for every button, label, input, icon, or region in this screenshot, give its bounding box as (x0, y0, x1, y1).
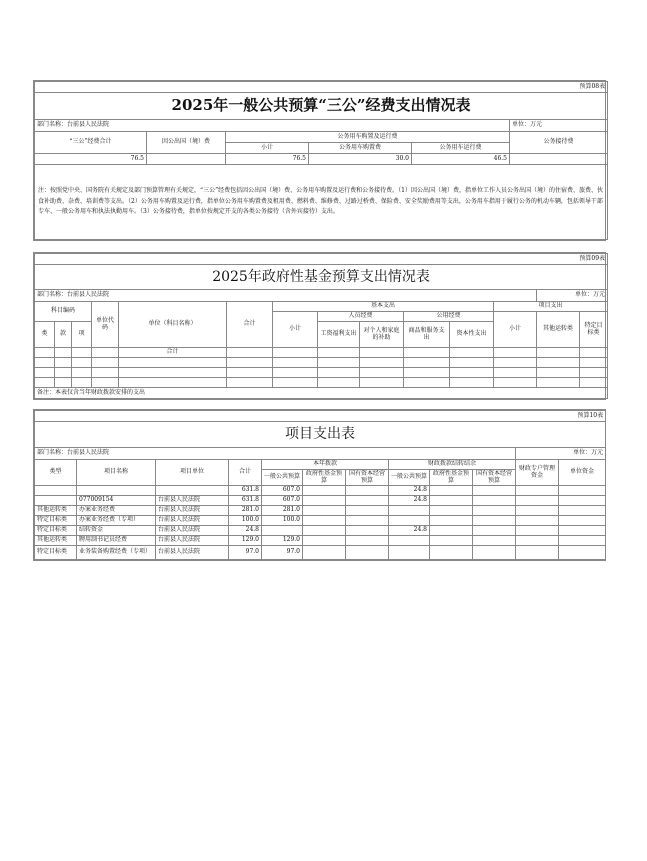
table-cell: 特定目标类 (35, 516, 77, 526)
header-cell: “三公”经费合计 (35, 132, 147, 154)
table-cell (494, 368, 537, 378)
table-cell (559, 516, 606, 526)
table-cell (559, 486, 606, 496)
header-cell: 科目编码 (35, 302, 92, 322)
table-cell (537, 348, 580, 358)
header-cell: 因公出国（境）费 (147, 132, 226, 154)
table-cell: 其他运转类 (35, 506, 77, 516)
table-cell (516, 536, 559, 546)
table-cell (430, 536, 473, 546)
table-cell: 台前县人民法院 (156, 526, 229, 536)
table-cell: 631.8 (229, 496, 262, 506)
header-cell: 公务接待费 (510, 132, 608, 154)
header-cell: 国有资本经营预算 (473, 470, 516, 486)
header-cell: 基本支出 (273, 302, 494, 312)
table-cell (346, 506, 389, 516)
table-cell (346, 496, 389, 506)
table-code: 预算08表 (35, 82, 608, 93)
table-cell (318, 358, 360, 368)
table-cell (580, 368, 608, 378)
table-cell: 台前县人民法院 (156, 516, 229, 526)
header-cell: 项 (72, 322, 92, 348)
table-cell (262, 526, 303, 536)
table-cell (473, 546, 516, 560)
table-cell (559, 496, 606, 506)
header-cell: 特定目标类 (580, 312, 608, 348)
table-row (35, 536, 606, 546)
table-cell (404, 348, 450, 358)
table-cell (473, 536, 516, 546)
header-cell: 财政拨款结转结余 (389, 460, 516, 470)
dept-name: 部门名称：台前县人民法院 (35, 290, 537, 302)
table-note: 注：按照党中央、国务院有关规定及部门预算管理有关规定，“三公”经费包括因公出国（境）费、公务用车购置及运行费和公务接待费。（1）因公出国（境）费，指单位工作人员公务出国（境）的住宿费、旅费、伙食补助费、杂费、培训费等支出。（2）公务用车购置及运行费，指单位公务用车购置费及租用费、燃料费、维修费、过路过桥费、保险费、安全奖励费用等支出，公务用车指用于履行公务的机动车辆，包括领导干部专车、一般公务用车和执法执勤用车。（3）公务接待费，指单位按规定开支的各类公务接待（含外宾接待）支出。 (35, 165, 608, 240)
table-cell (318, 368, 360, 378)
table-row (35, 496, 606, 506)
header-cell: 国有资本经营预算 (346, 470, 389, 486)
table-cell (559, 536, 606, 546)
header-cell: 本年拨款 (262, 460, 389, 470)
table-cell (303, 506, 346, 516)
table-cell (318, 348, 360, 358)
table-cell: 24.8 (229, 526, 262, 536)
table-cell (389, 546, 430, 560)
table-cell: 281.0 (262, 506, 303, 516)
table-cell (430, 516, 473, 526)
table-cell: 台前县人民法院 (156, 506, 229, 516)
table-cell: 结转资金 (77, 526, 156, 536)
table-cell: 台前县人民法院 (156, 546, 229, 560)
table-cell (72, 368, 92, 378)
header-cell: 单位资金 (559, 460, 606, 486)
table-row (35, 546, 606, 560)
header-cell: 小计 (273, 312, 318, 348)
table-cell (430, 486, 473, 496)
table-cell: 46.5 (412, 154, 510, 165)
table-cell: 办案业务经费（专项） (77, 516, 156, 526)
table-10-section (33, 409, 606, 561)
header-cell: 公用经费 (404, 312, 494, 322)
table-08-section (33, 80, 606, 241)
table-cell: 台前县人民法院 (156, 496, 229, 506)
table-cell (55, 348, 72, 358)
table-cell (227, 358, 273, 368)
header-cell: 资本性支出 (450, 322, 494, 348)
table-cell (147, 154, 226, 165)
table-cell (92, 358, 119, 368)
table-row (35, 378, 608, 388)
table-note: 备注：本表仅含当年财政拨款安排的支出 (35, 388, 608, 399)
table-cell (473, 496, 516, 506)
table-cell (303, 536, 346, 546)
header-cell: 商品和服务支出 (404, 322, 450, 348)
dept-name: 部门名称：台前县人民法院 (35, 448, 516, 460)
table-code: 预算09表 (35, 254, 608, 265)
header-cell: 项目支出 (494, 302, 608, 312)
header-cell: 政府性基金预算 (303, 470, 346, 486)
table-cell (318, 378, 360, 388)
unit-label: 单位：万元 (516, 448, 606, 460)
table-cell (119, 378, 227, 388)
table-cell (273, 378, 318, 388)
table-cell (537, 368, 580, 378)
header-cell: 项目名称 (77, 460, 156, 486)
header-cell: 一般公共预算 (262, 470, 303, 486)
table-cell: 100.0 (262, 516, 303, 526)
unit-label: 单位：万元 (537, 290, 608, 302)
table-row (35, 516, 606, 526)
table-10 (34, 410, 606, 560)
table-code: 预算10表 (35, 411, 606, 422)
header-cell: 单位（科目名称） (119, 302, 227, 348)
table-cell (72, 348, 92, 358)
header-cell: 公务用车购置费 (309, 143, 412, 154)
table-cell (430, 496, 473, 506)
table-row (35, 348, 608, 358)
table-cell (559, 506, 606, 516)
header-cell: 对个人和家庭的补助 (360, 322, 404, 348)
table-cell: 100.0 (229, 516, 262, 526)
table-cell: 607.0 (262, 496, 303, 506)
table-cell (559, 526, 606, 536)
table-cell (494, 358, 537, 368)
table-cell (35, 486, 77, 496)
table-cell (516, 486, 559, 496)
table-cell (580, 348, 608, 358)
table-cell (494, 348, 537, 358)
table-cell (516, 506, 559, 516)
table-cell (473, 506, 516, 516)
table-cell (156, 486, 229, 496)
table-cell: 281.0 (229, 506, 262, 516)
table-cell (92, 368, 119, 378)
table-cell (346, 536, 389, 546)
table-cell (537, 358, 580, 368)
table-row (35, 486, 606, 496)
header-cell: 公务用车购置及运行费 (226, 132, 510, 143)
table-cell: 76.5 (35, 154, 147, 165)
table-cell (430, 526, 473, 536)
table-row (35, 368, 608, 378)
table-cell (72, 378, 92, 388)
table-cell (346, 516, 389, 526)
table-cell (516, 496, 559, 506)
table-cell: 业务装备购置经费（专项） (77, 546, 156, 560)
table-cell (273, 358, 318, 368)
table-cell (537, 378, 580, 388)
table-09 (34, 253, 608, 399)
table-cell (580, 378, 608, 388)
header-cell: 工资福利支出 (318, 322, 360, 348)
table-cell: 077009154 (77, 496, 156, 506)
table-cell (450, 368, 494, 378)
table-cell (450, 348, 494, 358)
table-cell: 631.8 (229, 486, 262, 496)
table-cell (35, 348, 55, 358)
table-cell (494, 378, 537, 388)
table-cell (35, 496, 77, 506)
table-cell (389, 506, 430, 516)
table-body (35, 486, 606, 560)
table-cell: 办案业务经费 (77, 506, 156, 516)
header-cell: 小计 (494, 312, 537, 348)
table-cell: 97.0 (229, 546, 262, 560)
table-cell (35, 368, 55, 378)
table-cell: 76.5 (226, 154, 309, 165)
page-title: 2025年一般公共预算“三公”经费支出情况表 (35, 93, 608, 120)
table-cell (35, 358, 55, 368)
table-cell (72, 358, 92, 368)
table-09-section (33, 252, 606, 400)
table-cell (404, 378, 450, 388)
header-cell: 类 (35, 322, 55, 348)
table-cell (516, 546, 559, 560)
header-cell: 政府性基金预算 (430, 470, 473, 486)
table-cell: 台前县人民法院 (156, 536, 229, 546)
table-cell (55, 368, 72, 378)
page-title: 2025年政府性基金预算支出情况表 (35, 265, 608, 290)
dept-name: 部门名称：台前县人民法院 (35, 120, 510, 132)
table-cell (450, 378, 494, 388)
table-cell: 特定目标类 (35, 546, 77, 560)
table-cell (473, 486, 516, 496)
table-cell: 607.0 (262, 486, 303, 496)
table-row (35, 526, 606, 536)
table-cell (389, 516, 430, 526)
table-cell (360, 348, 404, 358)
table-cell (35, 378, 55, 388)
header-cell: 合计 (227, 302, 273, 348)
table-cell (303, 516, 346, 526)
table-cell: 129.0 (262, 536, 303, 546)
table-cell (77, 486, 156, 496)
header-cell: 项目单位 (156, 460, 229, 486)
table-row (35, 506, 606, 516)
table-cell: 聘用制书记员经费 (77, 536, 156, 546)
table-cell (303, 546, 346, 560)
table-cell (303, 496, 346, 506)
header-cell: 合计 (229, 460, 262, 486)
table-cell (119, 368, 227, 378)
table-cell (273, 348, 318, 358)
header-cell: 单位代码 (92, 302, 119, 348)
table-cell (346, 526, 389, 536)
table-cell (227, 368, 273, 378)
table-cell (404, 358, 450, 368)
header-cell: 款 (55, 322, 72, 348)
table-cell (346, 486, 389, 496)
table-cell: 其他运转类 (35, 536, 77, 546)
table-cell: 24.8 (389, 526, 430, 536)
table-cell (346, 546, 389, 560)
unit-label: 单位：万元 (510, 120, 608, 132)
header-cell: 类型 (35, 460, 77, 486)
table-cell (450, 358, 494, 368)
table-cell (273, 368, 318, 378)
table-08 (34, 81, 608, 240)
table-cell (303, 526, 346, 536)
table-cell: 24.8 (389, 496, 430, 506)
table-cell (360, 368, 404, 378)
table-cell (559, 546, 606, 560)
table-cell (473, 516, 516, 526)
header-cell: 其他运转类 (537, 312, 580, 348)
header-cell: 小计 (226, 143, 309, 154)
table-cell: 24.8 (389, 486, 430, 496)
table-cell (55, 358, 72, 368)
table-cell (516, 516, 559, 526)
table-cell (55, 378, 72, 388)
header-cell: 一般公共预算 (389, 470, 430, 486)
table-cell: 特定目标类 (35, 526, 77, 536)
page-title: 项目支出表 (35, 422, 606, 448)
table-cell (430, 506, 473, 516)
table-cell (92, 348, 119, 358)
header-cell: 人员经费 (318, 312, 404, 322)
table-cell (227, 378, 273, 388)
table-cell (473, 526, 516, 536)
table-cell (119, 358, 227, 368)
table-cell (430, 546, 473, 560)
table-cell (92, 378, 119, 388)
table-cell (303, 486, 346, 496)
table-cell: 30.0 (309, 154, 412, 165)
table-cell (516, 526, 559, 536)
table-cell: 97.0 (262, 546, 303, 560)
table-cell: 129.0 (229, 536, 262, 546)
table-cell (360, 378, 404, 388)
table-cell: 合计 (119, 348, 227, 358)
table-cell (389, 536, 430, 546)
table-cell (360, 358, 404, 368)
header-cell: 公务用车运行费 (412, 143, 510, 154)
table-cell (510, 154, 608, 165)
table-cell (580, 358, 608, 368)
header-cell: 财政专户管理资金 (516, 460, 559, 486)
table-cell (227, 348, 273, 358)
table-row (35, 358, 608, 368)
table-cell (404, 368, 450, 378)
